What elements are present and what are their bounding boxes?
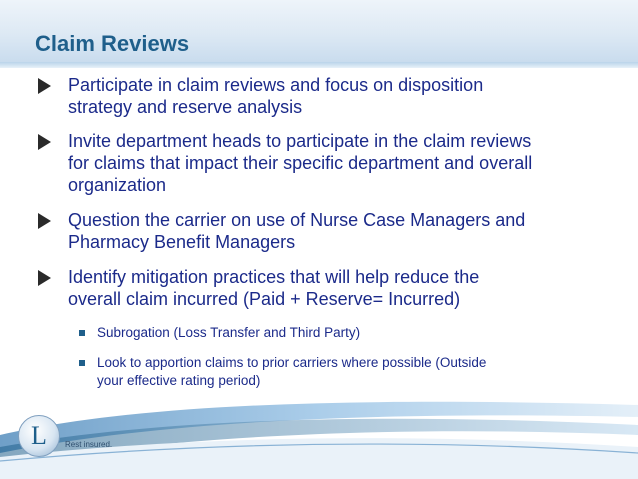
square-bullet-icon xyxy=(79,330,85,336)
logo-letter: L xyxy=(31,421,47,450)
bullet-line: overall claim incurred (Paid + Reserve= Incurred) xyxy=(68,289,461,309)
sub-bullet-line: your effective rating period) xyxy=(97,373,261,388)
bullet-line: Question the carrier on use of Nurse Case Managers and xyxy=(68,210,526,230)
bullet-line: Pharmacy Benefit Managers xyxy=(68,232,296,252)
sub-bullet-line: Look to apportion claims to prior carriers where possible (Outside xyxy=(97,355,487,370)
sub-bullet-line: Subrogation (Loss Transfer and Third Party) xyxy=(97,325,361,340)
bullet-line: Invite department heads to participate in the claim reviews xyxy=(68,131,532,151)
arrow-bullet-icon xyxy=(38,270,51,286)
bullet-line: Participate in claim reviews and focus on disposition xyxy=(68,75,484,95)
arrow-bullet-icon xyxy=(38,78,51,94)
footer-swirl-graphic xyxy=(0,395,638,479)
company-logo xyxy=(18,415,60,457)
arrow-bullet-icon xyxy=(38,213,51,229)
title-underline xyxy=(0,62,638,68)
tagline: Rest insured. xyxy=(65,440,113,449)
bullet-line: strategy and reserve analysis xyxy=(68,97,303,117)
bullet-line: organization xyxy=(68,175,167,195)
slide-title: Claim Reviews xyxy=(35,31,190,56)
bullet-line: for claims that impact their specific department and overall xyxy=(68,153,533,173)
arrow-bullet-icon xyxy=(38,134,51,150)
bullet-line: Identify mitigation practices that will help reduce the xyxy=(68,267,480,287)
square-bullet-icon xyxy=(79,360,85,366)
